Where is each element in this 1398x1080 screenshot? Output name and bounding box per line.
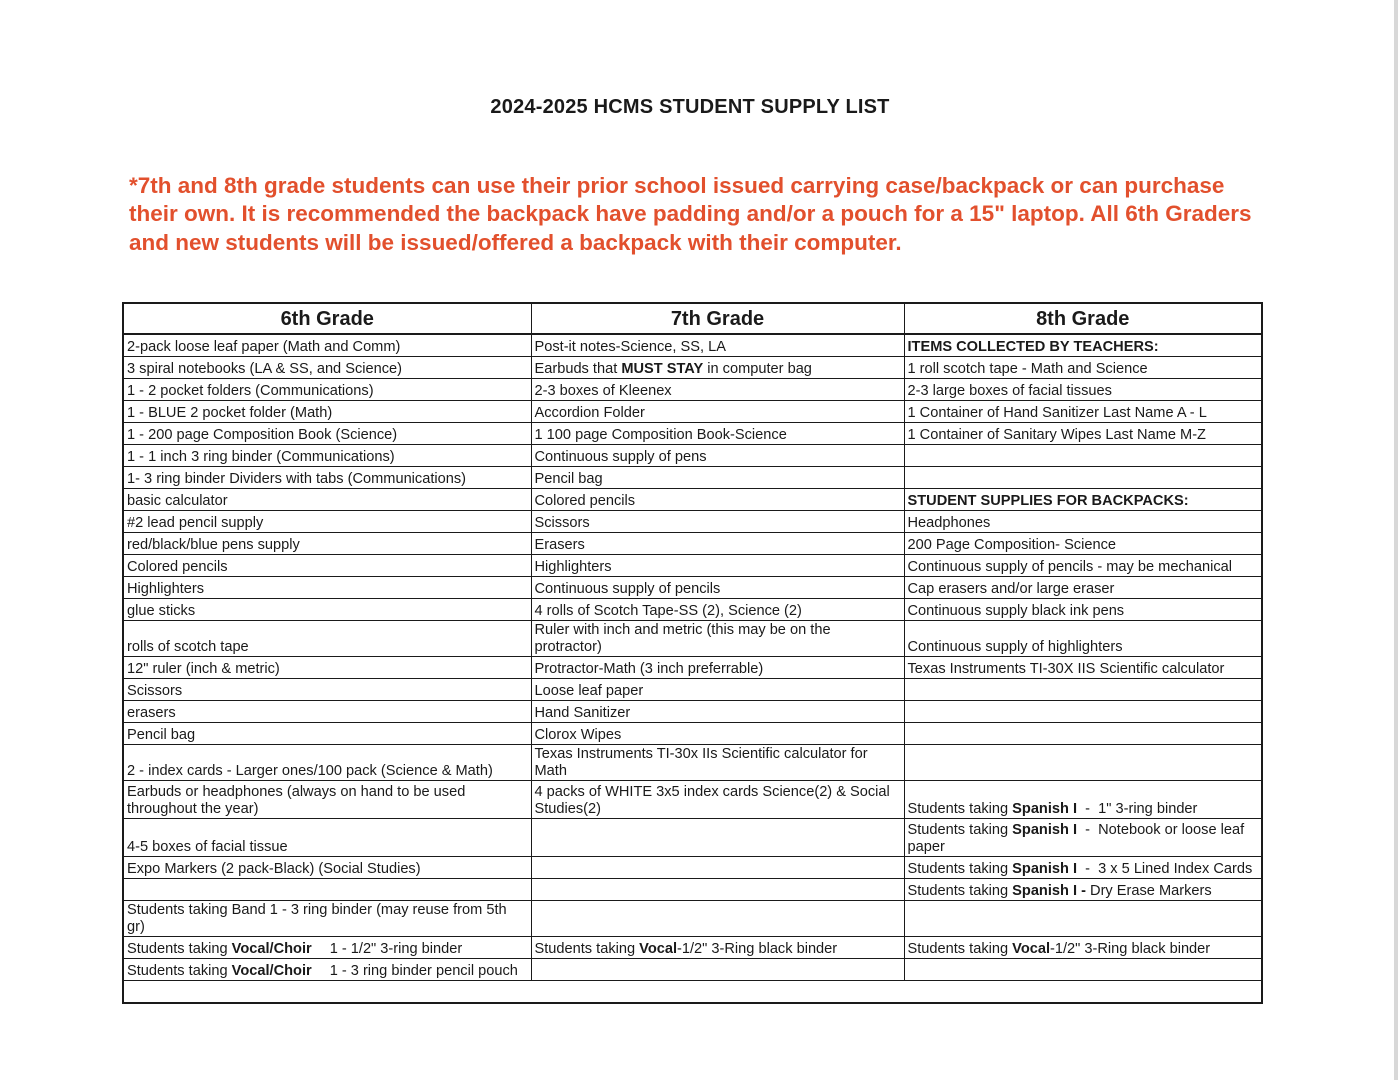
cell-text: - Notebook or loose leaf paper xyxy=(907,822,1249,855)
column-header-8th: 8th Grade xyxy=(904,303,1262,334)
backpack-notice: *7th and 8th grade students can use their prior school issued carrying case/backpack or can purchase their own. It is recommended the backpack have padding and/or a pouch for a 15" laptop. All 6th Graders and new students will be issued/offered a backpack with their computer. xyxy=(129,173,1252,255)
table-row xyxy=(123,723,1262,745)
cell-8th xyxy=(904,679,1262,701)
supply-table-body xyxy=(123,334,1262,1003)
table-row xyxy=(123,379,1262,401)
cell-7th: 2-3 boxes of Kleenex xyxy=(531,379,904,401)
cell-8th xyxy=(904,901,1262,937)
cell-8th: Texas Instruments TI-30X IIS Scientific calculator xyxy=(904,657,1262,679)
table-row xyxy=(123,901,1262,937)
cell-6th: Pencil bag xyxy=(123,723,531,745)
cell-6th: 1 - 1 inch 3 ring binder (Communications) xyxy=(123,445,531,467)
table-row xyxy=(123,701,1262,723)
cell-6th: erasers xyxy=(123,701,531,723)
cell-6th: glue sticks xyxy=(123,599,531,621)
section-heading-teacher-items: ITEMS COLLECTED BY TEACHERS: xyxy=(904,334,1262,357)
cell-7th: Highlighters xyxy=(531,555,904,577)
table-row xyxy=(123,423,1262,445)
cell-8th xyxy=(904,781,1262,819)
cell-8th xyxy=(904,819,1262,857)
column-header-7th: 7th Grade xyxy=(531,303,904,334)
cell-8th xyxy=(904,879,1262,901)
cell-6th: Colored pencils xyxy=(123,555,531,577)
cell-text: Students taking xyxy=(907,883,1013,899)
cell-text: Students taking xyxy=(907,801,1013,817)
cell-text: Students taking xyxy=(907,941,1013,957)
course-name: Vocal xyxy=(1012,941,1051,957)
cell-7th: 4 rolls of Scotch Tape-SS (2), Science (2) xyxy=(531,599,904,621)
table-row-empty xyxy=(123,981,1262,1004)
cell-8th xyxy=(904,937,1262,959)
cell-7th: Ruler with inch and metric (this may be on the protractor) xyxy=(531,621,904,657)
course-name: Vocal/Choir xyxy=(231,963,312,979)
cell-8th xyxy=(904,445,1262,467)
cell-8th xyxy=(904,467,1262,489)
cell-8th: Continuous supply of pencils - may be mechanical xyxy=(904,555,1262,577)
table-row xyxy=(123,745,1262,781)
cell-6th: 12" ruler (inch & metric) xyxy=(123,657,531,679)
cell-6th: 1 - BLUE 2 pocket folder (Math) xyxy=(123,401,531,423)
supply-table-container xyxy=(122,302,1263,1004)
cell-6th: 2 - index cards - Larger ones/100 pack (Science & Math) xyxy=(123,745,531,781)
cell-text: Students taking xyxy=(127,963,232,979)
cell-8th xyxy=(904,745,1262,781)
cell-8th: Cap erasers and/or large eraser xyxy=(904,577,1262,599)
table-row xyxy=(123,511,1262,533)
cell-text: Dry Erase Markers xyxy=(1085,883,1212,899)
cell-6th: Scissors xyxy=(123,679,531,701)
cell-8th xyxy=(904,723,1262,745)
cell-7th: Earbuds that MUST STAY in computer bag xyxy=(531,357,904,379)
table-row xyxy=(123,657,1262,679)
cell-7th: Continuous supply of pencils xyxy=(531,577,904,599)
cell-7th: Protractor-Math (3 inch preferrable) xyxy=(531,657,904,679)
cell-text: Students taking xyxy=(127,941,232,957)
cell-7th: Texas Instruments TI-30x IIs Scientific calculator for Math xyxy=(531,745,904,781)
cell-7th: Post-it notes-Science, SS, LA xyxy=(531,334,904,357)
cell-7th xyxy=(531,901,904,937)
cell-7th: Pencil bag xyxy=(531,467,904,489)
cell-6th: 2-pack loose leaf paper (Math and Comm) xyxy=(123,334,531,357)
table-row xyxy=(123,445,1262,467)
cell-text: -1/2" 3-Ring black binder xyxy=(677,941,838,957)
cell-6th: red/black/blue pens supply xyxy=(123,533,531,555)
course-name: Spanish I xyxy=(1012,861,1078,877)
course-name: Spanish I - xyxy=(1012,883,1086,899)
cell-8th xyxy=(904,959,1262,981)
course-name: Spanish I xyxy=(1012,822,1078,838)
table-row xyxy=(123,857,1262,879)
cell-8th: 1 Container of Hand Sanitizer Last Name A - L xyxy=(904,401,1262,423)
cell-6th: Earbuds or headphones (always on hand to be used throughout the year) xyxy=(123,781,531,819)
cell-8th: Headphones xyxy=(904,511,1262,533)
cell-6th: 4-5 boxes of facial tissue xyxy=(123,819,531,857)
table-row xyxy=(123,577,1262,599)
cell-6th: Students taking Band 1 - 3 ring binder (may reuse from 5th gr) xyxy=(123,901,531,937)
cell-8th: 2-3 large boxes of facial tissues xyxy=(904,379,1262,401)
cell-6th: Highlighters xyxy=(123,577,531,599)
cell-8th xyxy=(904,857,1262,879)
cell-6th: 1- 3 ring binder Dividers with tabs (Communications) xyxy=(123,467,531,489)
cell-text: -1/2" 3-Ring black binder xyxy=(1050,941,1211,957)
cell-8th: Continuous supply black ink pens xyxy=(904,599,1262,621)
cell-text: 1 - 3 ring binder pencil pouch xyxy=(329,963,518,979)
cell-8th: 1 Container of Sanitary Wipes Last Name M-Z xyxy=(904,423,1262,445)
course-name: Vocal/Choir xyxy=(231,941,312,957)
cell-8th: Continuous supply of highlighters xyxy=(904,621,1262,657)
table-row xyxy=(123,937,1262,959)
table-row xyxy=(123,533,1262,555)
table-row xyxy=(123,819,1262,857)
column-header-6th: 6th Grade xyxy=(123,303,531,334)
cell-6th: basic calculator xyxy=(123,489,531,511)
cell-6th xyxy=(123,879,531,901)
table-row xyxy=(123,489,1262,511)
table-row xyxy=(123,879,1262,901)
cell-7th: Accordion Folder xyxy=(531,401,904,423)
course-name: Vocal xyxy=(639,941,678,957)
cell-7th: Scissors xyxy=(531,511,904,533)
cell-7th: Erasers xyxy=(531,533,904,555)
cell-text: Students taking xyxy=(907,822,1013,838)
cell-6th: 1 - 200 page Composition Book (Science) xyxy=(123,423,531,445)
cell-7th xyxy=(531,959,904,981)
cell-7th xyxy=(531,879,904,901)
cell-6th xyxy=(123,959,531,981)
table-row xyxy=(123,555,1262,577)
cell-7th: Clorox Wipes xyxy=(531,723,904,745)
cell-8th: 1 roll scotch tape - Math and Science xyxy=(904,357,1262,379)
cell-6th xyxy=(123,937,531,959)
cell-6th: rolls of scotch tape xyxy=(123,621,531,657)
cell-text: Students taking xyxy=(534,941,640,957)
cell-7th: Hand Sanitizer xyxy=(531,701,904,723)
header-row xyxy=(123,303,1262,334)
page-title: 2024-2025 HCMS STUDENT SUPPLY LIST xyxy=(490,96,890,118)
cell-8th xyxy=(904,701,1262,723)
table-row xyxy=(123,621,1262,657)
cell-6th: Expo Markers (2 pack-Black) (Social Studies) xyxy=(123,857,531,879)
table-row xyxy=(123,334,1262,357)
cell-6th: 1 - 2 pocket folders (Communications) xyxy=(123,379,531,401)
course-name: Spanish I xyxy=(1012,801,1078,817)
table-row xyxy=(123,401,1262,423)
table-row xyxy=(123,599,1262,621)
cell-7th: Loose leaf paper xyxy=(531,679,904,701)
cell-text: - 1" 3-ring binder xyxy=(1077,801,1198,817)
table-row xyxy=(123,781,1262,819)
empty-cell xyxy=(123,981,1262,1004)
section-heading-backpack-supplies: STUDENT SUPPLIES FOR BACKPACKS: xyxy=(904,489,1262,511)
table-row xyxy=(123,679,1262,701)
table-row xyxy=(123,357,1262,379)
cell-7th: Continuous supply of pens xyxy=(531,445,904,467)
cell-7th: 4 packs of WHITE 3x5 index cards Science(2) & Social Studies(2) xyxy=(531,781,904,819)
cell-7th: 1 100 page Composition Book-Science xyxy=(531,423,904,445)
table-row xyxy=(123,467,1262,489)
cell-7th: Colored pencils xyxy=(531,489,904,511)
cell-text: 1 - 1/2" 3-ring binder xyxy=(329,941,463,957)
cell-text: Students taking xyxy=(907,861,1013,877)
cell-7th xyxy=(531,819,904,857)
cell-7th xyxy=(531,857,904,879)
cell-text: - 3 x 5 Lined Index Cards xyxy=(1077,861,1253,877)
supply-table xyxy=(122,302,1263,1004)
cell-6th: #2 lead pencil supply xyxy=(123,511,531,533)
scan-edge xyxy=(1394,0,1398,1080)
cell-8th: 200 Page Composition- Science xyxy=(904,533,1262,555)
cell-6th: 3 spiral notebooks (LA & SS, and Science) xyxy=(123,357,531,379)
table-row xyxy=(123,959,1262,981)
cell-7th xyxy=(531,937,904,959)
